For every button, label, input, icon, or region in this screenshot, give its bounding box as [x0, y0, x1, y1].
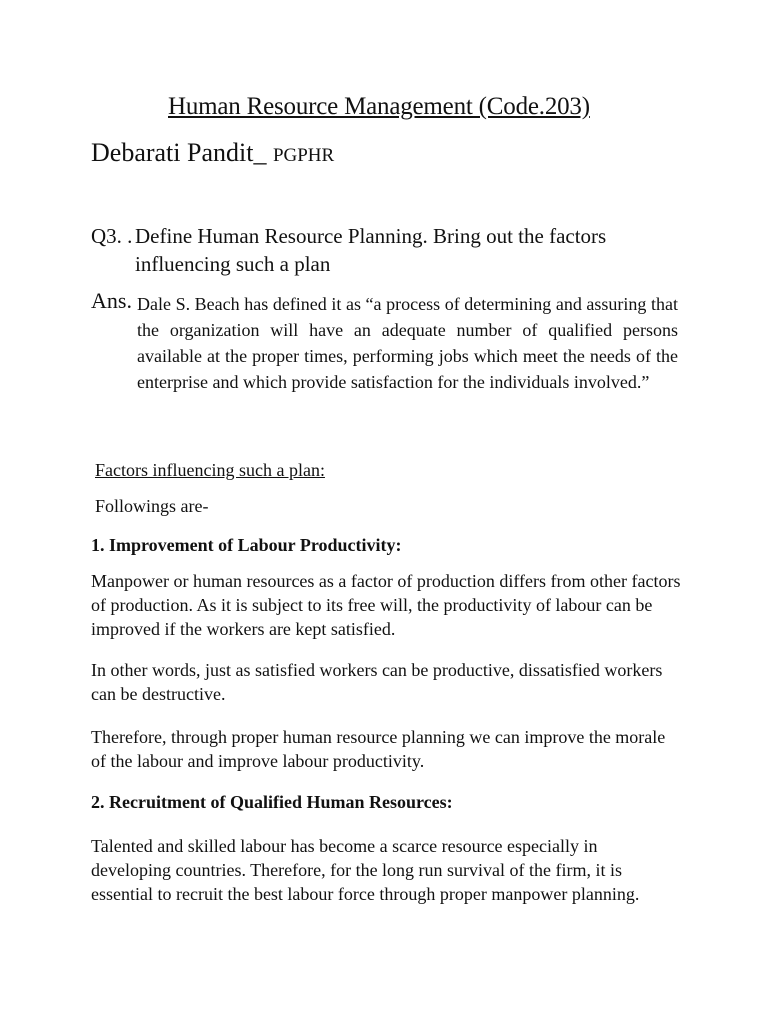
section-paragraph: Manpower or human resources as a factor of production differs from other factors of production. As it is subject to its free will, the productivity of labour can be improved if the workers are kept satisfied. — [91, 571, 681, 639]
factors-intro: Followings are- — [95, 496, 209, 516]
answer-label: Ans. — [91, 288, 132, 313]
factors-heading: Factors influencing such a plan: — [95, 460, 325, 480]
question-text: Define Human Resource Planning. Bring out the factors influencing such a plan — [135, 224, 607, 276]
question-label: Q3. . — [91, 224, 133, 248]
author-program: PGPHR — [272, 145, 335, 166]
author-line — [91, 138, 334, 168]
section-paragraph: In other words, just as satisfied workers can be productive, dissatisfied workers can be destructive. — [91, 660, 663, 704]
author-name: Debarati Pandit_ — [91, 138, 273, 167]
document-title: Human Resource Management (Code.203) — [168, 93, 590, 120]
section-paragraph: Therefore, through proper human resource planning we can improve the morale of the labour and improve labour productivity. — [91, 727, 666, 771]
section-title: 2. Recruitment of Qualified Human Resources: — [91, 792, 453, 812]
section-paragraph: Talented and skilled labour has become a scarce resource especially in developing countries. Therefore, for the long run survival of the firm, it is essential to recruit the best labour force through proper manpower planning. — [91, 836, 640, 904]
section-title: 1. Improvement of Labour Productivity: — [91, 535, 402, 555]
question-block — [91, 222, 691, 276]
answer-text: Dale S. Beach has defined it as “a process of determining and assuring that the organization will have an adequate number of qualified persons available at the proper times, performing jobs which meet the needs of the enterprise and which provide satisfaction for the individuals involved.” — [137, 294, 678, 392]
